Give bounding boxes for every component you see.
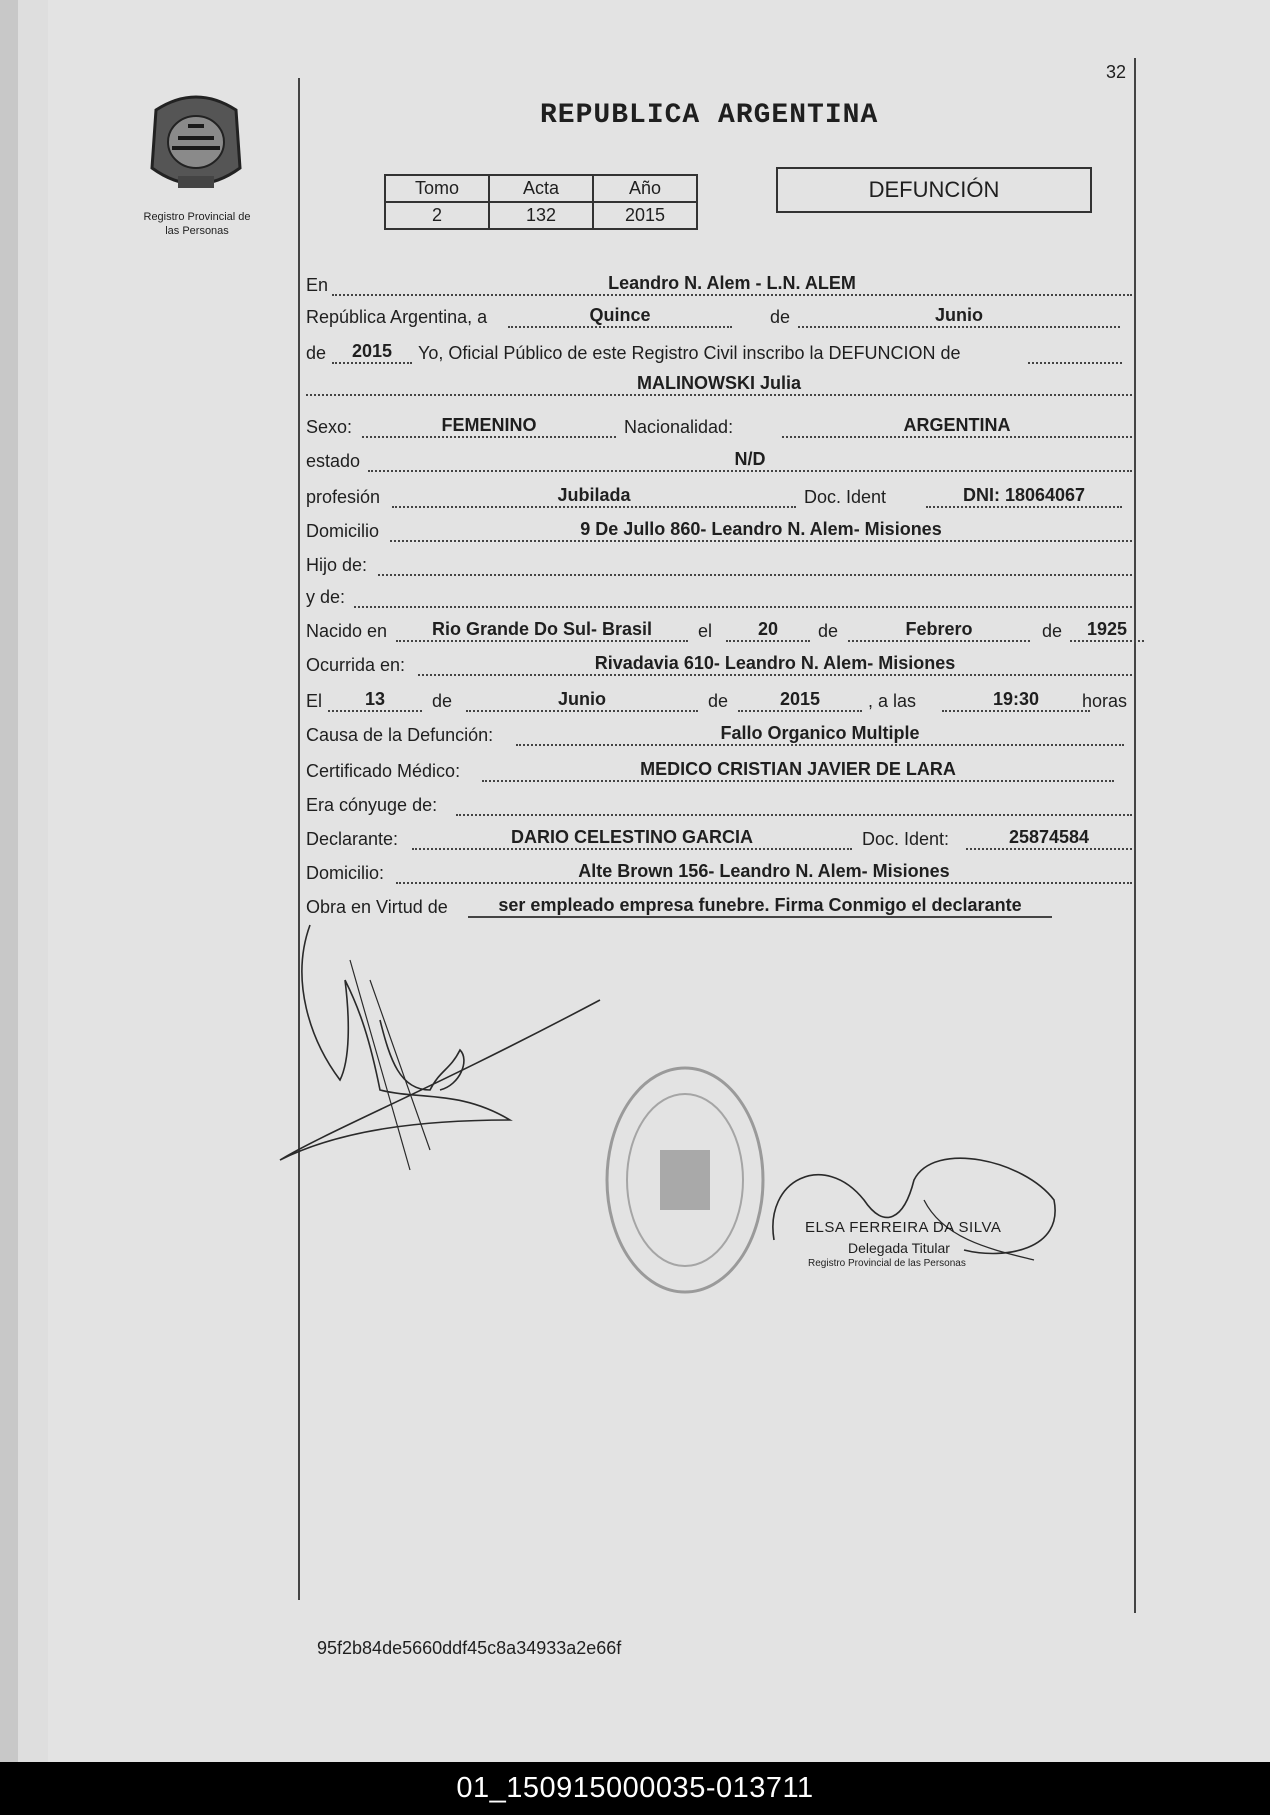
label-de-4: de <box>1042 621 1063 641</box>
field-nombre: MALINOWSKI Julia <box>306 372 1132 396</box>
field-declarante: DARIO CELESTINO GARCIA <box>412 826 852 850</box>
label-de-3: de <box>818 621 839 641</box>
scan-edge <box>0 0 18 1762</box>
field-y-de <box>354 584 1132 608</box>
acta-header: Acta <box>489 175 593 202</box>
label-en: En <box>306 275 329 295</box>
field-anio: 2015 <box>332 340 412 364</box>
field-sexo: FEMENINO <box>362 414 616 438</box>
province-seal-icon <box>148 90 244 198</box>
label-yo: Yo, Oficial Público de este Registro Civil inscribo la DEFUNCION de <box>418 343 961 363</box>
label-de-6: de <box>708 691 729 711</box>
label-horas: horas <box>1082 691 1128 711</box>
label-obra: Obra en Virtud de <box>306 897 448 917</box>
label-estado: estado <box>306 451 361 471</box>
record-table-header <box>385 175 697 202</box>
official-stamp-icon <box>600 1060 770 1305</box>
label-doc-ident: Doc. Ident <box>804 487 887 507</box>
label-el-cap: El <box>306 691 323 711</box>
field-domicilio: 9 De Jullo 860- Leandro N. Alem- Misiones <box>390 518 1132 542</box>
field-def-anio: 2015 <box>738 688 862 712</box>
registry-line-2: las Personas <box>165 225 229 237</box>
tomo-header: Tomo <box>385 175 489 202</box>
left-margin-line <box>298 78 300 1600</box>
anio-value: 2015 <box>593 202 697 229</box>
field-def-dia: 13 <box>328 688 422 712</box>
field-conyuge <box>456 792 1132 816</box>
label-nacionalidad: Nacionalidad: <box>624 417 734 437</box>
field-nacido-dia: 20 <box>726 618 810 642</box>
field-doc: DNI: 18064067 <box>926 484 1122 508</box>
label-ocurrida-en: Ocurrida en: <box>306 655 406 675</box>
registry-line-1: Registro Provincial de <box>143 211 251 223</box>
anio-header: Año <box>593 175 697 202</box>
field-def-hora: 19:30 <box>942 688 1090 712</box>
label-y-de: y de: <box>306 587 346 607</box>
field-hijo-de <box>378 552 1132 576</box>
field-profesion: Jubilada <box>392 484 796 508</box>
page-number: 32 <box>1106 62 1127 82</box>
record-table <box>384 174 698 230</box>
field-dia-texto: Quince <box>508 304 732 328</box>
acta-value: 132 <box>489 202 593 229</box>
label-domicilio-2: Domicilio: <box>306 863 385 883</box>
field-causa: Fallo Organico Multiple <box>516 722 1124 746</box>
field-certificado: MEDICO CRISTIAN JAVIER DE LARA <box>482 758 1114 782</box>
field-nacido-mes: Febrero <box>848 618 1030 642</box>
field-nacido-lugar: Rio Grande Do Sul- Brasil <box>396 618 688 642</box>
label-declarante: Declarante: <box>306 829 399 849</box>
label-sexo: Sexo: <box>306 417 353 437</box>
field-nacionalidad: ARGENTINA <box>782 414 1132 438</box>
registry-label <box>122 210 272 238</box>
label-domicilio: Domicilio <box>306 521 380 541</box>
label-certificado: Certificado Médico: <box>306 761 461 781</box>
label-doc-ident-2: Doc. Ident: <box>862 829 950 849</box>
field-estado: N/D <box>368 448 1132 472</box>
field-lugar: Leandro N. Alem - L.N. ALEM <box>332 272 1132 296</box>
right-margin-line <box>1134 58 1136 1613</box>
declarant-signature <box>270 920 610 1185</box>
field-declarante-doc: 25874584 <box>966 826 1132 850</box>
record-type-box: DEFUNCIÓN <box>776 167 1092 213</box>
label-de-5: de <box>432 691 453 711</box>
record-table-values <box>385 202 697 229</box>
label-a-las: , a las <box>868 691 917 711</box>
label-conyuge: Era cónyuge de: <box>306 795 438 815</box>
document-title: REPUBLICA ARGENTINA <box>540 100 879 131</box>
label-de-2: de <box>306 343 327 363</box>
label-hijo-de: Hijo de: <box>306 555 368 575</box>
field-def-mes: Junio <box>466 688 698 712</box>
document-hash: 95f2b84de5660ddf45c8a34933a2e66f <box>317 1638 622 1658</box>
label-causa: Causa de la Defunción: <box>306 725 494 745</box>
label-de-1: de <box>770 307 791 327</box>
field-nacido-anio: 1925 <box>1070 618 1144 642</box>
label-el: el <box>698 621 713 641</box>
label-profesion: profesión <box>306 487 381 507</box>
label-nacido-en: Nacido en <box>306 621 388 641</box>
field-declarante-domicilio: Alte Brown 156- Leandro N. Alem- Misiones <box>396 860 1132 884</box>
delegate-role: Delegada Titular <box>848 1240 950 1256</box>
field-obra: ser empleado empresa funebre. Firma Conmigo el declarante <box>468 894 1052 918</box>
footer-id: 01_150915000035-013711 <box>0 1762 1270 1815</box>
tomo-value: 2 <box>385 202 489 229</box>
delegate-name: ELSA FERREIRA DA SILVA <box>805 1219 1002 1236</box>
field-ocurrida: Rivadavia 610- Leandro N. Alem- Misiones <box>418 652 1132 676</box>
delegate-organization: Registro Provincial de las Personas <box>808 1258 966 1269</box>
field-mes: Junio <box>798 304 1120 328</box>
label-republica: República Argentina, a <box>306 307 488 327</box>
field-yo-blank <box>1028 340 1122 364</box>
